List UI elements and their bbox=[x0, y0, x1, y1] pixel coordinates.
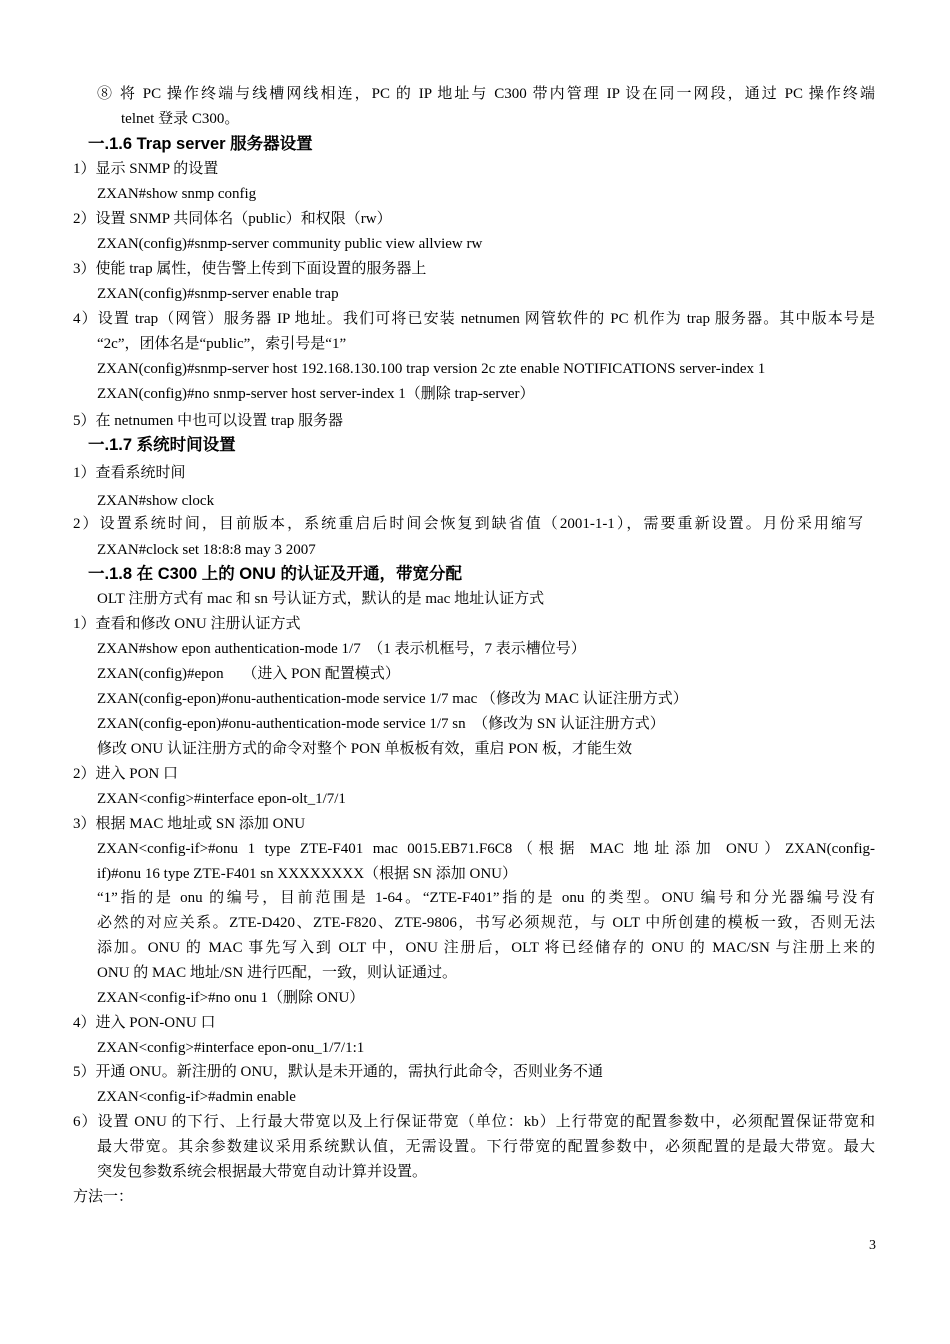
step-title: 1）查看系统时间 bbox=[73, 465, 186, 481]
command-line: ZXAN<config>#interface epon-onu_1/7/1:1 bbox=[97, 1040, 365, 1056]
paragraph-line: “2c”，团体名是“public”，索引号是“1” bbox=[97, 336, 347, 352]
command-line: ZXAN<config>#interface epon-olt_1/7/1 bbox=[97, 791, 346, 807]
command-line: ZXAN(config)#snmp-server host 192.168.130.100 trap version 2c zte enable NOTIFICATIONS server-index 1 bbox=[97, 361, 766, 377]
paragraph-line: 修改 ONU 认证注册方式的命令对整个 PON 单板板有效，重启 PON 板，才能生效 bbox=[97, 741, 633, 757]
step-title: 6）设置 ONU 的下行、上行最大带宽以及上行保证带宽（单位：kb）上行带宽的配置参数中，必须配置保证带宽和 bbox=[73, 1114, 875, 1130]
command-line: ZXAN(config-epon)#onu-authentication-mode service 1/7 sn （修改为 SN 认证注册方式） bbox=[97, 716, 665, 732]
paragraph-line: ONU 的 MAC 地址/SN 进行匹配，一致，则认证通过。 bbox=[97, 965, 458, 981]
paragraph-line: 方法一： bbox=[73, 1189, 134, 1205]
command-line: ZXAN(config-epon)#onu-authentication-mode service 1/7 mac （修改为 MAC 认证注册方式） bbox=[97, 691, 688, 707]
step-title: 5）开通 ONU。新注册的 ONU，默认是未开通的，需执行此命令，否则业务不通 bbox=[73, 1064, 603, 1080]
command-line: ZXAN<config-if>#onu 1 type ZTE-F401 mac 0015.EB71.F6C8（根据 MAC 地址添加 ONU）ZXAN(config- bbox=[97, 841, 875, 857]
section-heading: 一.1.6 Trap server 服务器设置 bbox=[88, 135, 313, 153]
command-line: ZXAN#clock set 18:8:8 may 3 2007 bbox=[97, 542, 316, 558]
command-line: ZXAN(config)#snmp-server enable trap bbox=[97, 286, 339, 302]
paragraph-line: 添加。ONU 的 MAC 事先写入到 OLT 中，ONU 注册后，OLT 将已经储存的 ONU 的 MAC/SN 与注册上来的 bbox=[97, 940, 875, 956]
command-line: ZXAN#show clock bbox=[97, 493, 215, 509]
paragraph-line: 最大带宽。其余参数建议采用系统默认值，无需设置。下行带宽的配置参数中，必须配置的是最大带宽。最大 bbox=[97, 1139, 875, 1155]
command-line: ZXAN#show snmp config bbox=[97, 186, 257, 202]
command-line: if)#onu 16 type ZTE-F401 sn XXXXXXXX（根据 SN 添加 ONU） bbox=[97, 866, 517, 882]
section-heading: 一.1.8 在 C300 上的 ONU 的认证及开通，带宽分配 bbox=[88, 565, 463, 583]
command-line: ZXAN<config-if>#no onu 1（删除 ONU） bbox=[97, 990, 365, 1006]
step-title: 2）设置 SNMP 共同体名（public）和权限（rw） bbox=[73, 211, 392, 227]
command-line: ZXAN(config)#epon （进入 PON 配置模式） bbox=[97, 666, 400, 682]
page-number: 3 bbox=[869, 1238, 876, 1253]
command-line: ZXAN#show epon authentication-mode 1/7 （1 表示机框号，7 表示槽位号） bbox=[97, 641, 586, 657]
step-title: 4）进入 PON-ONU 口 bbox=[73, 1015, 216, 1031]
paragraph-line: telnet 登录 C300。 bbox=[121, 111, 240, 127]
section-heading: 一.1.7 系统时间设置 bbox=[88, 436, 236, 454]
step-title: 1）查看和修改 ONU 注册认证方式 bbox=[73, 616, 301, 632]
step-title: 5）在 netnumen 中也可以设置 trap 服务器 bbox=[73, 413, 343, 429]
step-title: 2）设置系统时间，目前版本，系统重启后时间会恢复到缺省值（2001-1-1），需要重新设置。月份采用缩写 bbox=[73, 516, 863, 532]
step-title: 4）设置 trap（网管）服务器 IP 地址。我们可将已安装 netnumen 网管软件的 PC 机作为 trap 服务器。其中版本号是 bbox=[73, 311, 875, 327]
command-line: ZXAN(config)#no snmp-server host server-index 1（删除 trap-server） bbox=[97, 386, 535, 402]
command-line: ZXAN<config-if>#admin enable bbox=[97, 1089, 296, 1105]
paragraph-line: 必然的对应关系。ZTE-D420、ZTE-F820、ZTE-9806，书写必须规范，与 OLT 中所创建的模板一致，否则无法 bbox=[97, 915, 875, 931]
step-title: 3）使能 trap 属性，使告警上传到下面设置的服务器上 bbox=[73, 261, 427, 277]
step-title: 3）根据 MAC 地址或 SN 添加 ONU bbox=[73, 816, 306, 832]
paragraph-line: OLT 注册方式有 mac 和 sn 号认证方式，默认的是 mac 地址认证方式 bbox=[97, 591, 545, 607]
paragraph-line: ⑧ 将 PC 操作终端与线槽网线相连，PC 的 IP 地址与 C300 带内管理 IP 设在同一网段，通过 PC 操作终端 bbox=[97, 86, 875, 102]
step-title: 2）进入 PON 口 bbox=[73, 766, 179, 782]
command-line: ZXAN(config)#snmp-server community public view allview rw bbox=[97, 236, 483, 252]
paragraph-line: “1”指的是 onu 的编号，目前范围是 1-64。“ZTE-F401”指的是 onu 的类型。ONU 编号和分光器编号没有 bbox=[97, 890, 875, 906]
step-title: 1）显示 SNMP 的设置 bbox=[73, 161, 219, 177]
paragraph-line: 突发包参数系统会根据最大带宽自动计算并设置。 bbox=[97, 1164, 428, 1180]
